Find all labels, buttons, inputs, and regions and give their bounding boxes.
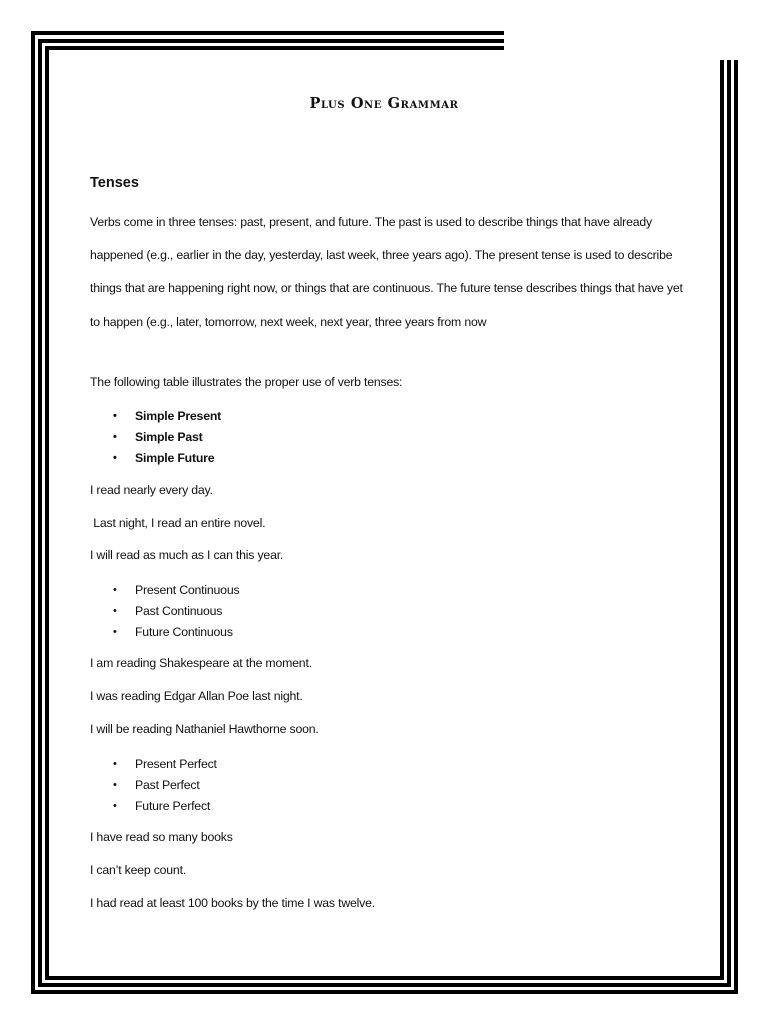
list-item: • Present Continuous <box>90 580 239 601</box>
section-heading: Tenses <box>90 175 139 191</box>
border-bottom-outer <box>31 990 738 994</box>
border-right-middle <box>727 60 731 987</box>
example-sentence: I can’t keep count. <box>90 863 187 877</box>
list-item: • Future Perfect <box>90 796 217 817</box>
border-right-outer <box>734 60 738 994</box>
bullet-icon: • <box>113 605 117 617</box>
example-sentence: I had read at least 100 books by the time I was twelve. <box>90 896 375 910</box>
continuous-tenses-list <box>90 580 239 643</box>
bullet-icon: • <box>113 431 117 443</box>
example-sentence: Last night, I read an entire novel. <box>90 516 266 530</box>
bullet-icon: • <box>113 452 117 464</box>
list-item: • Past Perfect <box>90 775 217 796</box>
bullet-icon: • <box>113 779 117 791</box>
bullet-icon: • <box>113 758 117 770</box>
example-sentence: I was reading Edgar Allan Poe last night. <box>90 689 303 703</box>
example-sentence: I am reading Shakespeare at the moment. <box>90 656 312 670</box>
table-intro: The following table illustrates the proper use of verb tenses: <box>90 375 403 389</box>
border-left-inner <box>45 46 49 980</box>
border-right-inner <box>720 60 724 980</box>
bullet-icon: • <box>113 584 117 596</box>
bullet-icon: • <box>113 626 117 638</box>
border-top-inner <box>45 46 504 50</box>
simple-tenses-list <box>90 406 221 469</box>
border-left-outer <box>31 31 35 994</box>
list-item: • Past Continuous <box>90 601 239 622</box>
document-title: Plus One Grammar <box>309 95 459 112</box>
border-bottom-middle <box>38 983 731 987</box>
example-sentence: I will be reading Nathaniel Hawthorne soon. <box>90 722 319 736</box>
border-top-outer <box>31 31 504 35</box>
bullet-icon: • <box>113 800 117 812</box>
list-item: • Simple Present <box>90 406 221 427</box>
border-top-middle <box>38 39 504 43</box>
bullet-icon: • <box>113 410 117 422</box>
list-item: • Present Perfect <box>90 754 217 775</box>
intro-paragraph: Verbs come in three tenses: past, present, and future. The past is used to describe things that have already happened (e.g., earlier in the day, yesterday, last week, three years ago). The present tense is used to describe things that are happening right now, or things that are continuous. The future tense describes things that have yet to happen (e.g., later, tomorrow, next week, next year, three years from now <box>90 215 683 329</box>
list-item: • Future Continuous <box>90 622 239 643</box>
list-item: • Simple Past <box>90 427 221 448</box>
border-bottom-inner <box>45 976 724 980</box>
example-sentence: I have read so many books <box>90 830 233 844</box>
perfect-tenses-list <box>90 754 217 817</box>
example-sentence: I read nearly every day. <box>90 483 213 497</box>
list-item: • Simple Future <box>90 448 221 469</box>
border-left-middle <box>38 39 42 987</box>
example-sentence: I will read as much as I can this year. <box>90 548 284 562</box>
